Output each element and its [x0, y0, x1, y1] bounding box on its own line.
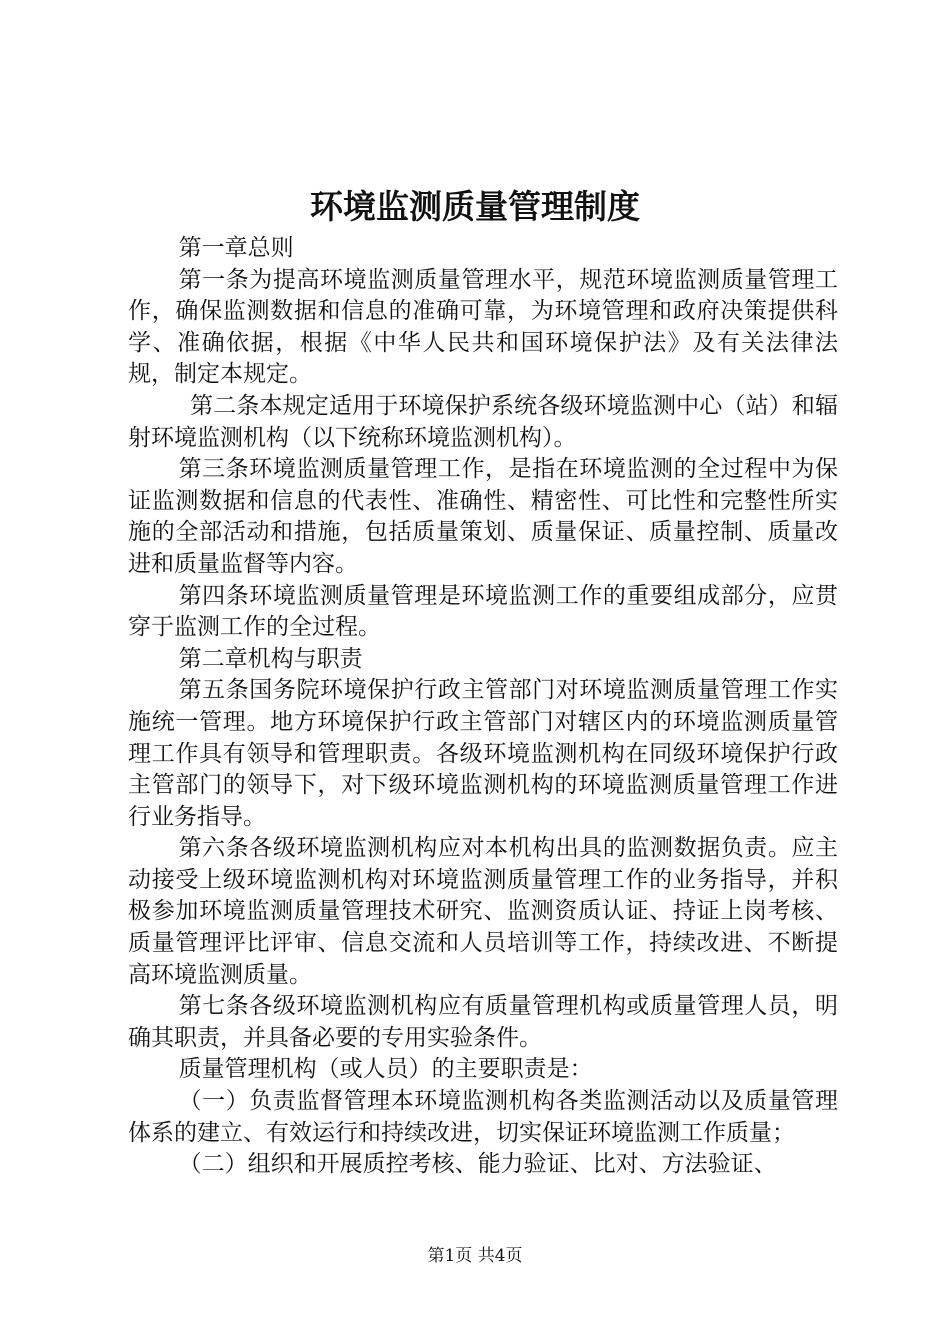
article-paragraph: 第三条环境监测质量管理工作，是指在环境监测的全过程中为保证监测数据和信息的代表性、准确性、精密性、可比性和完整性所实施的全部活动和措施，包括质量策划、质量保证、质量控制、质量改进和质量监督等内容。: [128, 456, 838, 577]
article-paragraph: 第五条国务院环境保护行政主管部门对环境监测质量管理工作实施统一管理。地方环境保护行政主管部门对辖区内的环境监测质量管理工作具有领导和管理职责。各级环境监测机构在同级环境保护行政主管部门的领导下，对下级环境监测机构的环境监测质量管理工作进行业务指导。: [128, 677, 838, 830]
page-number: 第1页 共4页: [427, 1246, 523, 1266]
article-paragraph: 第四条环境监测质量管理是环境监测工作的重要组成部分，应贯穿于监测工作的全过程。: [128, 582, 838, 641]
chapter-heading: 第二章机构与职责: [178, 645, 363, 672]
document-title: 环境监测质量管理制度: [310, 187, 640, 226]
article-paragraph: 质量管理机构（或人员）的主要职责是：: [178, 1056, 593, 1083]
chapter-heading: 第一章总则: [178, 235, 294, 261]
article-paragraph: 第二条本规定适用于环境保护系统各级环境监测中心（站）和辐射环境监测机构（以下统称环境监测机构）。: [128, 392, 838, 451]
list-item: （二）组织和开展质控考核、能力验证、比对、方法验证、: [178, 1151, 777, 1178]
list-item: （一）负责监督管理本环境监测机构各类监测活动以及质量管理体系的建立、有效运行和持续改进，切实保证环境监测工作质量；: [128, 1088, 838, 1146]
article-paragraph: 第六条各级环境监测机构应对本机构出具的监测数据负责。应主动接受上级环境监测机构对环境监测质量管理工作的业务指导，并积极参加环境监测质量管理技术研究、监测资质认证、持证上岗考核、质量管理评比评审、信息交流和人员培训等工作，持续改进、不断提高环境监测质量。: [128, 835, 838, 988]
article-paragraph: 第七条各级环境监测机构应有质量管理机构或质量管理人员，明确其职责，并具备必要的专用实验条件。: [128, 993, 838, 1051]
article-paragraph: 第一条为提高环境监测质量管理水平，规范环境监测质量管理工作，确保监测数据和信息的准确可靠，为环境管理和政府决策提供科学、准确依据，根据《中华人民共和国环境保护法》及有关法律法规，制定本规定。: [128, 266, 838, 388]
document-body: [128, 233, 838, 1181]
